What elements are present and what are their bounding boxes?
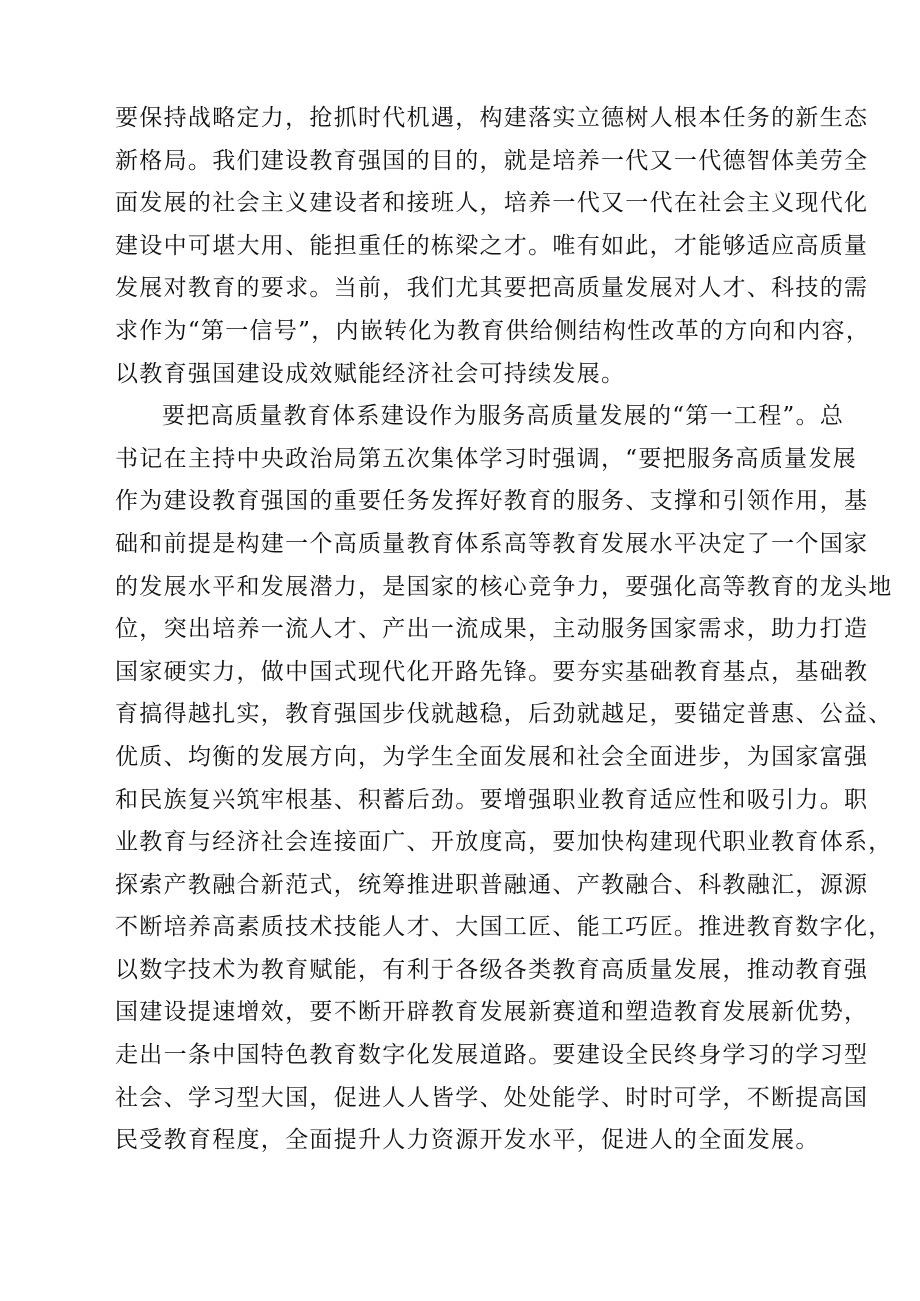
text-line: 求作为“第一信号”，内嵌转化为教育供给侧结构性改革的方向和内容， [115, 317, 871, 344]
text-line: 以教育强国建设成效赋能经济社会可持续发展。 [115, 360, 626, 387]
text-line: 作为建设教育强国的重要任务发挥好教育的服务、支撑和引领作用，基 [115, 488, 869, 515]
text-line: 新格局。我们建设教育强国的目的，就是培养一代又一代德智体美劳全 [115, 147, 869, 174]
text-line: 要把高质量教育体系建设作为服务高质量发展的“第一工程”。总 [162, 403, 845, 430]
text-line: 发展对教育的要求。当前，我们尤其要把高质量发展对人才、科技的需 [115, 275, 869, 302]
text-line: 民受教育程度，全面提升人力资源开发水平，促进人的全面发展。 [115, 1127, 820, 1154]
text-line: 的发展水平和发展潜力，是国家的核心竞争力，要强化高等教育的龙头地 [115, 573, 893, 600]
body-text [115, 97, 893, 1162]
text-line: 优质、均衡的发展方向，为学生全面发展和社会全面进步，为国家富强 [115, 743, 869, 770]
text-line: 业教育与经济社会连接面广、开放度高，要加快构建现代职业教育体系， [115, 829, 893, 856]
text-line: 育搞得越扎实，教育强国步伐就越稳，后劲就越足，要锚定普惠、公益、 [115, 701, 893, 728]
text-line: 不断培养高素质技术技能人才、大国工匠、能工巧匠。推进教育数字化， [115, 914, 893, 941]
text-line: 建设中可堪大用、能担重任的栋梁之才。唯有如此，才能够适应高质量 [115, 232, 869, 259]
text-line: 面发展的社会主义建设者和接班人，培养一代又一代在社会主义现代化 [115, 190, 869, 217]
paragraph-1 [115, 97, 871, 395]
text-line: 探索产教融合新范式，统筹推进职普融通、产教融合、科教融汇，源源 [115, 871, 869, 898]
text-line: 以数字技术为教育赋能，有利于各级各类教育高质量发展，推动教育强 [115, 956, 869, 983]
text-line: 位，突出培养一流人才、产出一流成果，主动服务国家需求，助力打造 [115, 616, 869, 643]
text-line: 国建设提速增效，要不断开辟教育发展新赛道和塑造教育发展新优势， [115, 999, 869, 1026]
text-line: 础和前提是构建一个高质量教育体系高等教育发展水平决定了一个国家 [115, 530, 869, 557]
paragraph-2 [115, 395, 893, 1162]
text-line: 书记在主持中央政治局第五次集体学习时强调，“要把服务高质量发展 [115, 445, 858, 472]
text-line: 国家硬实力，做中国式现代化开路先锋。要夯实基础教育基点，基础教 [115, 658, 869, 685]
text-line: 和民族复兴筑牢根基、积蓄后劲。要增强职业教育适应性和吸引力。职 [115, 786, 869, 813]
text-line: 要保持战略定力，抢抓时代机遇，构建落实立德树人根本任务的新生态 [115, 105, 869, 131]
text-line: 走出一条中国特色教育数字化发展道路。要建设全民终身学习的学习型 [115, 1042, 869, 1069]
text-line: 社会、学习型大国，促进人人皆学、处处能学、时时可学，不断提高国 [115, 1084, 869, 1111]
